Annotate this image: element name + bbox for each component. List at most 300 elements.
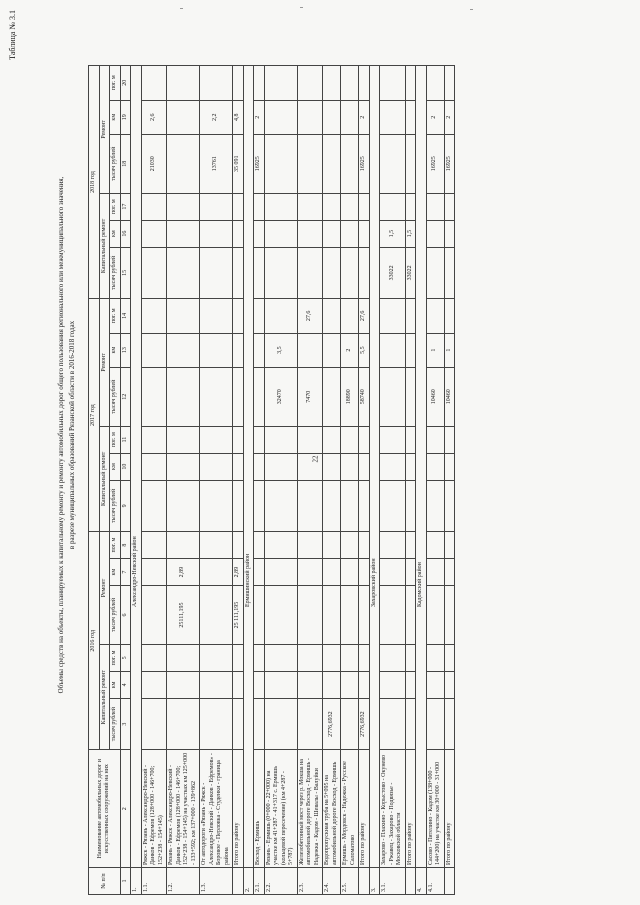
value-cell <box>444 532 455 559</box>
value-cell: 2,2 <box>200 100 233 134</box>
value-cell <box>405 559 416 586</box>
value-cell <box>264 453 297 480</box>
value-cell <box>405 299 416 333</box>
value-cell <box>359 532 370 559</box>
column-number: 3 <box>120 698 131 749</box>
value-cell: 1,5 <box>405 220 416 247</box>
value-cell: 25 111,195 <box>233 586 244 645</box>
header-unit: км <box>110 220 121 247</box>
value-cell <box>264 134 297 193</box>
row-number <box>444 868 455 895</box>
value-cell <box>264 480 297 531</box>
road-name: Итого по району <box>359 750 370 868</box>
row-number: 1. <box>131 868 142 895</box>
road-name: Итого по району <box>233 750 244 868</box>
header-unit: тысяч рублей <box>110 586 121 645</box>
value-cell: 10460 <box>426 367 444 426</box>
value-cell <box>380 367 406 426</box>
header-unit: пог. м <box>110 193 121 220</box>
value-cell <box>167 220 200 247</box>
road-name: Сасово - Пителино - Кадом (138+000 - 144+200) на участке км 30+000 - 31+000 <box>426 750 444 868</box>
scan-speck <box>180 8 183 9</box>
value-cell <box>141 66 167 101</box>
column-number: 18 <box>120 134 131 193</box>
header-year-2018: 2018 год <box>89 66 100 299</box>
value-cell <box>167 100 200 134</box>
value-cell <box>264 66 297 101</box>
road-name: Рязань - Ряжск - Александро-Невский - Данков - Ефремов (128+000 - 146+700; 152+238 - 154+145) на участках км 125+000 - 133+592; км 137+000 - 139+862 <box>167 750 200 868</box>
value-cell <box>426 532 444 559</box>
row-number: 3.1. <box>380 868 406 895</box>
value-cell <box>141 247 167 298</box>
value-cell <box>426 299 444 333</box>
header-unit: км <box>110 453 121 480</box>
header-unit: км <box>110 333 121 367</box>
value-cell <box>167 299 200 333</box>
objects-table-wrap <box>88 65 455 895</box>
value-cell <box>323 193 341 220</box>
value-cell: 16925 <box>444 134 455 193</box>
value-cell <box>200 426 233 453</box>
value-cell <box>341 453 359 480</box>
value-cell <box>380 453 406 480</box>
value-cell <box>341 671 359 698</box>
value-cell: 2776,6932 <box>323 698 341 749</box>
row-number: 2.1. <box>254 868 265 895</box>
column-number: 7 <box>120 559 131 586</box>
value-cell <box>426 66 444 101</box>
value-cell <box>297 134 323 193</box>
column-number: 5 <box>120 644 131 671</box>
row-number: 1.3. <box>200 868 233 895</box>
value-cell <box>141 426 167 453</box>
row-number: 2. <box>243 868 254 895</box>
value-cell <box>233 299 244 333</box>
value-cell <box>297 671 323 698</box>
row-number: 2.4. <box>323 868 341 895</box>
header-unit: км <box>110 671 121 698</box>
header-repair: Ремонт <box>99 532 110 645</box>
value-cell <box>297 220 323 247</box>
value-cell <box>233 698 244 749</box>
value-cell <box>341 586 359 645</box>
value-cell <box>141 220 167 247</box>
row-number <box>405 868 416 895</box>
value-cell <box>323 134 341 193</box>
value-cell <box>444 671 455 698</box>
value-cell <box>323 559 341 586</box>
value-cell <box>359 193 370 220</box>
row-number: 4. <box>416 868 427 895</box>
table-row <box>141 66 167 895</box>
value-cell <box>341 426 359 453</box>
value-cell: 25111,195 <box>167 586 200 645</box>
value-cell <box>167 532 200 559</box>
value-cell: 4,8 <box>233 100 244 134</box>
value-cell <box>200 453 233 480</box>
road-name: Итого по району <box>405 750 416 868</box>
header-unit: пог. м <box>110 299 121 333</box>
section-row <box>369 66 380 895</box>
value-cell <box>323 426 341 453</box>
value-cell <box>405 66 416 101</box>
value-cell <box>254 644 265 671</box>
value-cell <box>167 453 200 480</box>
value-cell <box>359 586 370 645</box>
value-cell <box>297 532 323 559</box>
value-cell <box>359 66 370 101</box>
column-number: 10 <box>120 453 131 480</box>
value-cell <box>141 480 167 531</box>
value-cell: 2 <box>444 100 455 134</box>
value-cell <box>233 220 244 247</box>
value-cell: 2,89 <box>167 559 200 586</box>
column-number: 6 <box>120 586 131 645</box>
value-cell <box>380 66 406 101</box>
value-cell <box>426 559 444 586</box>
header-num: № п/п <box>89 868 121 895</box>
value-cell <box>341 247 359 298</box>
table-row <box>200 66 233 895</box>
value-cell <box>200 644 233 671</box>
table-row <box>323 66 341 895</box>
header-unit: км <box>110 559 121 586</box>
section-title: Кадомский район <box>416 66 427 868</box>
value-cell <box>297 698 323 749</box>
value-cell <box>341 698 359 749</box>
value-cell <box>264 698 297 749</box>
table-row <box>380 66 406 895</box>
total-row <box>359 66 370 895</box>
value-cell <box>341 193 359 220</box>
column-number: 19 <box>120 100 131 134</box>
value-cell: 27,6 <box>297 299 323 333</box>
value-cell <box>426 671 444 698</box>
total-row <box>233 66 244 895</box>
row-number: 2.5. <box>341 868 359 895</box>
value-cell <box>297 480 323 531</box>
value-cell <box>233 644 244 671</box>
value-cell <box>141 193 167 220</box>
value-cell <box>405 453 416 480</box>
value-cell <box>254 532 265 559</box>
value-cell <box>141 532 167 559</box>
value-cell: 58740 <box>359 367 370 426</box>
header-unit: пог. м <box>110 532 121 559</box>
value-cell <box>444 193 455 220</box>
value-cell <box>264 644 297 671</box>
value-cell <box>323 66 341 101</box>
value-cell <box>405 644 416 671</box>
column-number: 14 <box>120 299 131 333</box>
value-cell <box>297 559 323 586</box>
value-cell <box>200 66 233 101</box>
header-capital: Капитальный ремонт <box>99 426 110 531</box>
value-cell: 21030 <box>141 134 167 193</box>
section-row <box>131 66 142 895</box>
header-unit: тысяч рублей <box>110 480 121 531</box>
value-cell <box>254 671 265 698</box>
value-cell <box>264 426 297 453</box>
value-cell <box>264 559 297 586</box>
page-number: 22 <box>311 455 320 463</box>
header-repair: Ремонт <box>99 66 110 194</box>
value-cell <box>141 367 167 426</box>
title-line: Объемы средств на объекты, планируемых к капитальному ремонту и ремонту автомобильных дорог общего пользования регионального или межмуниципального значения, <box>57 176 65 694</box>
value-cell <box>167 193 200 220</box>
value-cell <box>264 193 297 220</box>
value-cell <box>254 559 265 586</box>
value-cell <box>359 247 370 298</box>
row-number <box>359 868 370 895</box>
value-cell <box>233 426 244 453</box>
value-cell <box>254 299 265 333</box>
column-number: 13 <box>120 333 131 367</box>
value-cell <box>200 193 233 220</box>
value-cell <box>405 426 416 453</box>
value-cell <box>323 367 341 426</box>
row-number: 2.2. <box>264 868 297 895</box>
value-cell <box>200 367 233 426</box>
header-capital: Капитальный ремонт <box>99 644 110 749</box>
road-name: Итого по району <box>444 750 455 868</box>
value-cell <box>200 220 233 247</box>
value-cell <box>405 671 416 698</box>
value-cell <box>444 220 455 247</box>
column-number: 8 <box>120 532 131 559</box>
value-cell: 33022 <box>405 247 416 298</box>
header-unit: тысяч рублей <box>110 367 121 426</box>
value-cell <box>141 586 167 645</box>
value-cell <box>254 480 265 531</box>
value-cell <box>444 66 455 101</box>
value-cell: 18890 <box>341 367 359 426</box>
scan-speck <box>300 7 303 8</box>
value-cell <box>297 333 323 367</box>
value-cell <box>444 480 455 531</box>
value-cell <box>405 333 416 367</box>
value-cell <box>380 480 406 531</box>
value-cell <box>380 299 406 333</box>
column-number: 15 <box>120 247 131 298</box>
header-unit: пог. м <box>110 644 121 671</box>
value-cell <box>426 698 444 749</box>
header-repair: Ремонт <box>99 299 110 427</box>
header-capital: Капитальный ремонт <box>99 193 110 298</box>
value-cell: 7470 <box>297 367 323 426</box>
value-cell <box>200 333 233 367</box>
value-cell <box>426 586 444 645</box>
column-number: 11 <box>120 426 131 453</box>
value-cell <box>341 559 359 586</box>
value-cell <box>233 66 244 101</box>
value-cell <box>200 247 233 298</box>
value-cell <box>341 532 359 559</box>
value-cell <box>254 193 265 220</box>
row-number: 2.3. <box>297 868 323 895</box>
value-cell: 33022 <box>380 247 406 298</box>
section-title: Ермишинский район <box>243 66 254 868</box>
value-cell: 27,6 <box>359 299 370 333</box>
value-cell <box>380 532 406 559</box>
value-cell <box>341 644 359 671</box>
value-cell: 16925 <box>426 134 444 193</box>
value-cell <box>167 671 200 698</box>
value-cell <box>233 671 244 698</box>
table-row <box>264 66 297 895</box>
table-row <box>297 66 323 895</box>
value-cell <box>297 66 323 101</box>
road-name: Рязань - Ермишь (0+000 - 22+000) на участке км 41+287 - 41+317 с. Ермишь (кольцевой пересечение) (км 4+287 - 5+787) <box>264 750 297 868</box>
value-cell <box>405 586 416 645</box>
value-cell <box>141 671 167 698</box>
value-cell: 2776,6932 <box>359 698 370 749</box>
value-cell <box>323 671 341 698</box>
value-cell <box>254 426 265 453</box>
table-title <box>56 85 78 785</box>
value-cell <box>359 644 370 671</box>
value-cell: 10460 <box>444 367 455 426</box>
road-name: Ермишь - Мордовск - Надежка - Русское Саломатово <box>341 750 359 868</box>
table-label: Таблица № 3.1 <box>8 10 17 60</box>
value-cell <box>167 367 200 426</box>
value-cell <box>444 698 455 749</box>
value-cell <box>254 333 265 367</box>
value-cell <box>200 671 233 698</box>
value-cell <box>444 559 455 586</box>
objects-table <box>88 65 455 895</box>
value-cell <box>264 586 297 645</box>
value-cell <box>200 532 233 559</box>
value-cell <box>359 453 370 480</box>
title-line: в разрезе муниципальных образований Рязанской области в 2016-2018 годах <box>68 320 76 550</box>
value-cell <box>254 453 265 480</box>
value-cell <box>380 644 406 671</box>
table-row <box>341 66 359 895</box>
value-cell <box>264 299 297 333</box>
value-cell <box>341 480 359 531</box>
value-cell <box>405 134 416 193</box>
value-cell <box>323 220 341 247</box>
value-cell <box>297 247 323 298</box>
value-cell <box>444 586 455 645</box>
row-number: 1.1. <box>141 868 167 895</box>
value-cell <box>167 247 200 298</box>
road-name: Восход - Ермишь <box>254 750 265 868</box>
value-cell: 5,5 <box>359 333 370 367</box>
value-cell <box>233 333 244 367</box>
value-cell <box>297 453 323 480</box>
header-unit: тысяч рублей <box>110 247 121 298</box>
value-cell <box>167 134 200 193</box>
road-name: От автодороги «Рязань - Ряжск - Александро-Невский - Данков - Ефремов» - Боровое - Перловка - Студенки - граница района <box>200 750 233 868</box>
value-cell <box>200 480 233 531</box>
value-cell: 1 <box>444 333 455 367</box>
value-cell <box>444 247 455 298</box>
value-cell <box>233 532 244 559</box>
value-cell <box>254 367 265 426</box>
table-row <box>254 66 265 895</box>
row-number: 4.1. <box>426 868 444 895</box>
value-cell <box>233 193 244 220</box>
value-cell <box>141 644 167 671</box>
total-row <box>444 66 455 895</box>
value-cell <box>405 100 416 134</box>
value-cell <box>264 220 297 247</box>
value-cell: 2 <box>426 100 444 134</box>
column-number: 9 <box>120 480 131 531</box>
value-cell <box>426 426 444 453</box>
value-cell <box>297 644 323 671</box>
section-title: Захаровский район <box>369 66 380 868</box>
value-cell <box>380 193 406 220</box>
value-cell <box>359 426 370 453</box>
value-cell <box>380 671 406 698</box>
value-cell <box>254 247 265 298</box>
value-cell <box>200 698 233 749</box>
value-cell <box>323 333 341 367</box>
value-cell <box>297 586 323 645</box>
value-cell <box>405 480 416 531</box>
value-cell <box>380 100 406 134</box>
value-cell <box>359 220 370 247</box>
value-cell <box>297 100 323 134</box>
road-name: Железобетонный мост через р. Мокша на автомобильной дороге Восход - Ермишь - Надежка - Кадом - Шевалы - Валуйки <box>297 750 323 868</box>
value-cell: 3,5 <box>264 333 297 367</box>
header-unit: тысяч рублей <box>110 698 121 749</box>
value-cell <box>341 66 359 101</box>
total-row <box>405 66 416 895</box>
value-cell <box>380 559 406 586</box>
value-cell <box>254 66 265 101</box>
column-number: 12 <box>120 367 131 426</box>
value-cell <box>359 671 370 698</box>
value-cell <box>405 698 416 749</box>
column-number: 2 <box>120 750 131 868</box>
value-cell <box>380 698 406 749</box>
value-cell <box>323 453 341 480</box>
value-cell <box>444 644 455 671</box>
value-cell <box>264 100 297 134</box>
value-cell: 2 <box>359 100 370 134</box>
header-unit: пог. м <box>110 426 121 453</box>
value-cell <box>200 299 233 333</box>
value-cell <box>444 453 455 480</box>
header-year-2017: 2017 год <box>89 299 100 532</box>
value-cell: 1 <box>426 333 444 367</box>
value-cell: 2 <box>341 333 359 367</box>
table-body <box>131 66 455 895</box>
header-name: Наименование автомобильных дорог и искусственных сооружений на них <box>89 750 121 868</box>
scan-speck <box>470 9 473 10</box>
value-cell <box>426 220 444 247</box>
value-cell <box>426 193 444 220</box>
value-cell <box>297 426 323 453</box>
value-cell: 13761 <box>200 134 233 193</box>
section-title: Александро-Невский район <box>131 66 142 868</box>
value-cell <box>426 480 444 531</box>
value-cell <box>380 426 406 453</box>
column-number: 1 <box>120 868 131 895</box>
road-name: Ряжск - Рязань - Александро-Невский - Данков - Ефремов (128+000 - 146+700; 152+238 - 154+145) <box>141 750 167 868</box>
section-row <box>243 66 254 895</box>
table-row <box>167 66 200 895</box>
value-cell <box>444 426 455 453</box>
value-cell <box>323 480 341 531</box>
value-cell: 16925 <box>254 134 265 193</box>
value-cell: 32470 <box>264 367 297 426</box>
road-name: Захарово - Плахино - Корыстово - Окунево - Ржавец - Захарово - Подвязье - Московской области <box>380 750 406 868</box>
